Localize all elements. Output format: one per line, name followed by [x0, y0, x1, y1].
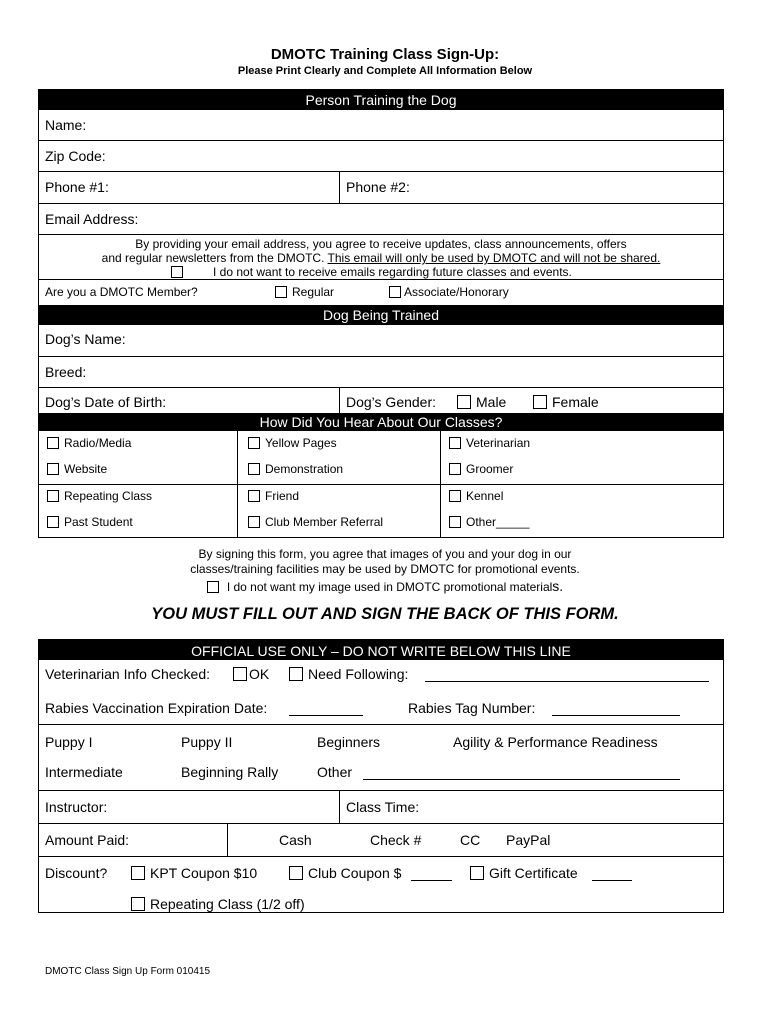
breed-row[interactable] — [39, 356, 723, 388]
dob-gender-row — [39, 387, 723, 414]
amount-row — [39, 823, 723, 857]
email-notice-line2b: This email will only be used by DMOTC and will not be shared. — [327, 251, 661, 265]
email-row[interactable] — [39, 203, 723, 235]
vet-need-option[interactable] — [289, 666, 408, 682]
pay-check: Check # — [370, 832, 422, 848]
repeating-checkbox[interactable] — [131, 897, 145, 911]
gender-male-option[interactable] — [457, 394, 506, 410]
dog-section-header: Dog Being Trained — [39, 305, 723, 325]
image-optout-checkbox[interactable] — [207, 581, 219, 593]
gender-label: Dog’s Gender: — [346, 394, 437, 410]
hear-option[interactable] — [449, 489, 503, 503]
hear-option-label: Friend — [265, 489, 300, 503]
phone2-label: Phone #2: — [346, 179, 410, 195]
registration-section — [38, 89, 724, 538]
club-coupon-label: Club Coupon $ — [308, 865, 402, 881]
kpt-coupon-option[interactable] — [131, 865, 257, 881]
email-notice-line2a: and regular newsletters from the DMOTC. — [101, 251, 328, 265]
club-coupon-option[interactable] — [289, 865, 401, 881]
vet-need-label: Need Following: — [308, 666, 409, 682]
vet-ok-label: OK — [249, 666, 270, 682]
discount-section — [39, 856, 723, 914]
email-optout-checkbox[interactable] — [171, 266, 183, 278]
kpt-checkbox[interactable] — [131, 866, 145, 880]
class-time-label: Class Time: — [346, 799, 420, 815]
hear-option[interactable] — [47, 515, 133, 529]
pay-paypal: PayPal — [506, 832, 551, 848]
club-coupon-checkbox[interactable] — [289, 866, 303, 880]
class-option: Puppy I — [45, 734, 93, 750]
hear-option-label: Club Member Referral — [265, 515, 384, 529]
official-use-section — [38, 639, 724, 913]
phone-divider — [339, 172, 340, 204]
vet-ok-checkbox[interactable] — [233, 667, 247, 681]
member-associate-label: Associate/Honorary — [404, 285, 509, 299]
zip-row[interactable] — [39, 140, 723, 172]
email-optout-label: I do not want to receive emails regarding future classes and events. — [213, 265, 572, 279]
hear-checkbox[interactable] — [47, 437, 59, 449]
class-option: Beginners — [317, 734, 381, 750]
hear-option[interactable] — [47, 462, 107, 476]
female-checkbox[interactable] — [533, 395, 547, 409]
dob-divider — [339, 388, 340, 414]
hear-checkbox[interactable] — [449, 516, 461, 528]
classes-section — [39, 724, 723, 791]
image-optout-label-end: s. — [552, 578, 564, 594]
rabies-date-line[interactable] — [289, 703, 363, 716]
email-optout[interactable] — [171, 265, 572, 279]
class-option: Puppy II — [181, 734, 233, 750]
rabies-tag-label: Rabies Tag Number: — [408, 700, 536, 716]
class-option: Beginning Rally — [181, 764, 279, 780]
hear-row-divider — [39, 484, 723, 485]
phone-row — [39, 171, 723, 204]
vet-need-line[interactable] — [425, 669, 709, 682]
vet-need-checkbox[interactable] — [289, 667, 303, 681]
repeating-class-label: Repeating Class (1/2 off) — [150, 896, 305, 912]
member-row — [39, 279, 723, 305]
vet-ok-option[interactable] — [233, 666, 269, 682]
form-footer: DMOTC Class Sign Up Form 010415 — [45, 966, 211, 977]
gift-cert-option[interactable] — [470, 865, 578, 881]
hear-option[interactable] — [248, 515, 383, 529]
hear-checkbox[interactable] — [248, 516, 260, 528]
hear-checkbox[interactable] — [47, 490, 59, 502]
hear-checkbox[interactable] — [47, 516, 59, 528]
hear-option[interactable] — [248, 489, 299, 503]
dog-name-row[interactable] — [39, 325, 723, 356]
gender-male-label: Male — [476, 394, 507, 410]
phone1-label: Phone #1: — [45, 179, 109, 195]
amount-divider — [227, 824, 228, 857]
male-checkbox[interactable] — [457, 395, 471, 409]
hear-option-label: Veterinarian — [466, 436, 531, 450]
hear-section-header: How Did You Hear About Our Classes? — [39, 413, 723, 431]
gender-female-option[interactable] — [533, 394, 599, 410]
hear-checkbox[interactable] — [248, 463, 260, 475]
must-sign-notice: YOU MUST FILL OUT AND SIGN THE BACK OF THIS FORM. — [151, 605, 619, 623]
name-label: Name: — [45, 117, 87, 133]
class-option: Intermediate — [45, 764, 123, 780]
rabies-tag-line[interactable] — [552, 703, 680, 716]
image-optout[interactable] — [0, 578, 770, 594]
zip-label: Zip Code: — [45, 148, 106, 164]
hear-option-label: Website — [64, 462, 108, 476]
hear-option-label: Repeating Class — [64, 489, 153, 503]
dob-label: Dog’s Date of Birth: — [45, 394, 167, 410]
image-optout-label: I do not want my image used in DMOTC promotional material — [226, 580, 553, 594]
hear-option-label: Yellow Pages — [265, 436, 337, 450]
email-notice-line2 — [39, 251, 723, 265]
hear-checkbox[interactable] — [248, 437, 260, 449]
other-class-line[interactable] — [363, 767, 680, 780]
pay-cc: CC — [460, 832, 481, 848]
hear-option[interactable] — [47, 436, 131, 450]
instructor-row — [39, 790, 723, 824]
kpt-coupon-label: KPT Coupon $10 — [150, 865, 258, 881]
gift-cert-label: Gift Certificate — [489, 865, 578, 881]
rabies-row — [39, 692, 723, 724]
official-section-header: OFFICIAL USE ONLY – DO NOT WRITE BELOW THIS LINE — [39, 640, 723, 660]
hear-option-label: Groomer — [466, 462, 514, 476]
repeating-class-option[interactable] — [131, 896, 305, 912]
hear-option[interactable] — [248, 436, 337, 450]
gift-checkbox[interactable] — [470, 866, 484, 880]
member-label: Are you a DMOTC Member? — [45, 285, 198, 299]
instructor-divider — [339, 791, 340, 824]
class-option: Other — [317, 764, 353, 780]
person-section-header: Person Training the Dog — [39, 90, 723, 109]
rabies-label: Rabies Vaccination Expiration Date: — [45, 700, 268, 716]
email-notice-line1: By providing your email address, you agree to receive updates, class announcements, offers — [135, 237, 627, 251]
hear-option-label: Other_____ — [466, 515, 530, 529]
dog-name-label: Dog’s Name: — [45, 331, 126, 347]
club-coupon-line[interactable] — [411, 868, 452, 881]
image-consent-line2: classes/training facilities may be used by DMOTC for promotional events. — [190, 562, 580, 576]
form-title: DMOTC Training Class Sign-Up: — [270, 46, 500, 63]
hear-option[interactable] — [47, 489, 152, 503]
member-associate-option[interactable] — [389, 285, 509, 299]
hear-option[interactable] — [248, 462, 343, 476]
associate-checkbox[interactable] — [389, 286, 401, 298]
class-option: Agility & Performance Readiness — [453, 734, 658, 750]
discount-label: Discount? — [45, 865, 108, 881]
hear-checkbox[interactable] — [449, 437, 461, 449]
form-subtitle: Please Print Clearly and Complete All Information Below — [237, 65, 533, 77]
member-regular-label: Regular — [292, 285, 335, 299]
gift-cert-line[interactable] — [592, 868, 632, 881]
image-consent-line1: By signing this form, you agree that images of you and your dog in our — [198, 547, 572, 561]
vet-row — [39, 660, 723, 692]
hear-option-label: Kennel — [466, 489, 504, 503]
regular-checkbox[interactable] — [275, 286, 287, 298]
hear-checkbox[interactable] — [47, 463, 59, 475]
email-notice — [39, 234, 723, 280]
amount-label: Amount Paid: — [45, 832, 130, 848]
hear-option[interactable] — [449, 462, 513, 476]
hear-option[interactable] — [449, 515, 529, 529]
gender-female-label: Female — [552, 394, 599, 410]
vet-label: Veterinarian Info Checked: — [45, 666, 210, 682]
member-regular-option[interactable] — [275, 285, 334, 299]
pay-cash: Cash — [279, 832, 312, 848]
instructor-label: Instructor: — [45, 799, 108, 815]
hear-checkbox[interactable] — [248, 490, 260, 502]
hear-checkbox[interactable] — [449, 463, 461, 475]
hear-option-label: Radio/Media — [64, 436, 132, 450]
hear-checkbox[interactable] — [449, 490, 461, 502]
hear-option[interactable] — [449, 436, 530, 450]
name-row[interactable] — [39, 109, 723, 141]
email-label: Email Address: — [45, 211, 139, 227]
hear-option-label: Demonstration — [265, 462, 344, 476]
breed-label: Breed: — [45, 364, 87, 380]
hear-option-label: Past Student — [64, 515, 133, 529]
